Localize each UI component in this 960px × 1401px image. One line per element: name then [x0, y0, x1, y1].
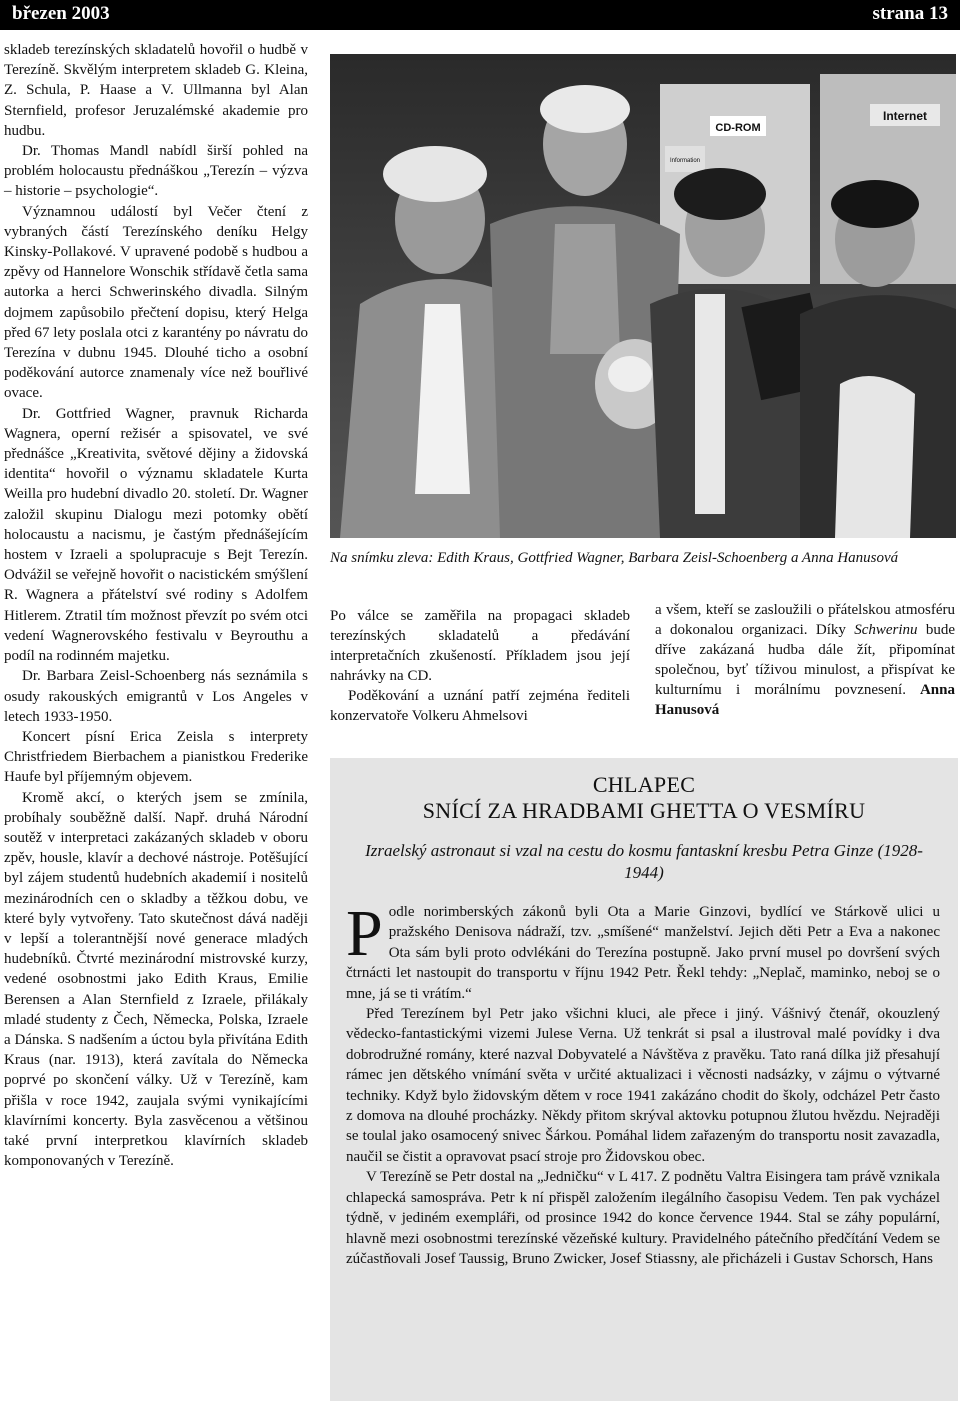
text-segment: a všem, kteří se zasloužili o přátelskou atmosféru a dokonalou organizaci. Díky	[655, 602, 955, 638]
paragraph: Dr. Gottfried Wagner, pravnuk Richarda Wagnera, operní režisér a spisovatel, ve své přednášce „Kreativita, světové dějiny a židovská identita“ hovořil o významu skladatele Kurta Weilla pro hudební divadlo 20. století. Dr. Wagner založil skupinu Dialogu mezi potomky obětí holocaustu a nacismu, je častým přednášejícím hostem v Izraeli a spolupracuje s Bejt Terezín. Odvážil se veřejně hovořit o nacistickém smýšlení R. Wagnera a přátelství své rodiny s Adolfem Hitlerem. Ztratil tím možnost převzít po svém otci vedení Wagnerovského festivalu v Beyrouthu a podíl na rodinném majetku.	[4, 405, 308, 665]
article-body	[346, 897, 940, 1269]
drop-cap: P	[346, 897, 383, 970]
paragraph: Po válce se zaměřila na propagaci skladeb terezínských skladatelů a předávání interpretačních zkušeností. Příkladem jsou její nahrávky na CD.	[330, 608, 630, 684]
paragraph: Poděkování a uznání patří zejména řediteli konzervatoře Volkeru Ahmelsovi	[330, 688, 630, 724]
paragraph: Dr. Thomas Mandl nabídl širší pohled na problém holocaustu přednáškou „Terezín – výzva – historie – psychologie“.	[4, 143, 308, 200]
paragraph	[655, 600, 955, 720]
text-segment: bude dříve zakázaná hudba dále žít, připomínat společnou, byť tíživou minulost, a přispívat ke kulturnímu i morálnímu povznesení.	[655, 622, 955, 698]
photo-caption: Na snímku zleva: Edith Kraus, Gottfried Wagner, Barbara Zeisl-Schoenberg a Anna Hanusová	[330, 550, 899, 566]
paragraph: Kromě akcí, o kterých jsem se zmínila, probíhaly souběžně další. Např. druhá Národní soutěž v interpretaci zakázaných skladeb v oboru zpěv, housle, klavír a dechové nástroje. Potěšující byl zájem studentů hudebních akademií i nositelů mezinárodních cen o skladby a těžkou dobu, ve které byly vytvořeny. Tato skutečnost dává naději v lepší a tolerantnější nové generace mladých hudebníků. Čtvrté mezinárodní mistrovské kurzy, vedené osobnostmi jako Edith Kraus, Emilie Berensen a Alan Sternfield z Izraele, přilákaly mladé studenty z Čech, Německa, Polska, Izraele a Dánska. S nadšením a úctou byla přivítána Edith Kraus (nar. 1913), která zavítala do Německa poprvé po skončení války. Už v Terezíně, kam přišla v roce 1942, zaujala svými vynikajícími klavírními koncerty. Byla zasvěcenou a většinou také první interpretkou klavírních skladeb komponovaných v Terezíně.	[4, 789, 308, 1170]
article-subtitle: Izraelský astronaut si vzal na cestu do kosmu fantaskní kresbu Petra Ginze (1928-1944)	[365, 841, 923, 882]
middle-column	[330, 606, 630, 726]
lead-paragraph	[346, 897, 940, 1004]
photo-illustration	[330, 54, 956, 538]
page-number: strana 13	[872, 3, 948, 24]
paragraph: V Terezíně se Petr dostal na „Jedničku“ v L 417. Z podnětu Valtra Eisingera tam právě vznikala chlapecká samospráva. Petr k ní přispěl založením ilegálního časopisu Vedem. Ten pak vycházel týdně, v jediném exempláři, od prosince 1942 do konce července 1944. Stal se záhy populární, hlavně mezi osobnostmi terezínské vězeňské kultury. Pravidelného pátečního předčítání Vedem se zúčastňovali Josef Taussig, Bruno Zwicker, Josef Stiassny, ale přicházeli i Gustav Schorsch, Hans	[346, 1169, 940, 1267]
group-photo	[330, 54, 956, 538]
page-header	[0, 0, 960, 30]
article-title-line-2: SNÍCÍ ZA HRADBAMI GHETTA O VESMÍRU	[422, 798, 866, 823]
lead-text: odle norimberských zákonů byli Ota a Marie Ginzovi, bydlící ve Stárkově ulici u pražského Denisova nádraží, tzv. „smíšené“ manželství. Jejich děti Petr a Eva a nakonec Ota sám byli proto odvlékáni do Terezína postupně. Jako první musel po dovršení svých čtrnácti let nastoupit do transportu v říjnu 1942 Petr. Řekl tehdy: „Neplač, maminko, neboj se o mne, já se ti vrátím.“	[346, 904, 940, 1002]
sign-internet: Internet	[882, 109, 928, 123]
sign-cd-rom: CD-ROM	[715, 122, 761, 134]
left-column	[4, 40, 308, 1171]
issue-date: březen 2003	[12, 3, 110, 24]
paragraph: Před Terezínem byl Petr jako všichni kluci, ale přece i jiný. Vášnivý čtenář, okouzlený vědecko-fantastickými vizemi Julese Verna. Už tenkrát si psal a ilustroval malé povídky i dva dobrodružné romány, které nazval Dobyvatelé a Návštěva z pravěku. Tato raná dílka již přesahují rámec jen dětského vnímání světa v určité aktualizaci i věcnosti nadsázky, v zájmu o výtvarné techniky. Když bylo židovským dětem v roce 1941 zakázáno chodit do školy, odcházel Petr často z domova na dlouhé procházky. Někdy přitom skrýval aktovku potupnou žlutou hvězdu. Nejraději se toulal jako osamocený snivec Šárkou. Pomáhal lidem zařazeným do transportu nosit zavazadla, naučil se čistit a opravovat psací stroje pro Židovskou obec.	[346, 1006, 940, 1165]
sign-information: Information	[669, 158, 701, 164]
right-column	[655, 600, 955, 720]
paragraph: Koncert písní Erica Zeisla s interprety Christfriedem Bierbachem a pianistkou Frederike Haufe byl příjemným objevem.	[4, 728, 308, 786]
article-box	[330, 758, 958, 1401]
paragraph: skladeb terezínských skladatelů hovořil o hudbě v Terezíně. Skvělým interpretem skladeb G. Kleina, Z. Schula, P. Haase a V. Ullmanna byl Alan Sternfield, profesor Jeruzalémské akademie pro hudbu.	[4, 42, 308, 139]
paragraph: Významnou událostí byl Večer čtení z vybraných částí Terezínského deníku Helgy Kinsky-Pollakové. V upravené podobě s hudbou a zpěvy od Hannelore Wonschik střídavě četla sama autorka a herci Schwerinského divadla. Silným dojmem zapůsobilo přečtení dopisu, který Helga před 67 lety poslala otci z karantény po návratu do Terezína v dubnu 1945. Dlouhé ticho a osobní poděkování autorce znamenaly více než bouřlivé ovace.	[4, 203, 308, 402]
article-title-line-1: CHLAPEC	[592, 772, 696, 797]
author-signature: Anna Hanusová	[655, 682, 955, 718]
paragraph: Dr. Barbara Zeisl-Schoenberg nás seznámila s osudy rakouských emigrantů v Los Angeles v letech 1933-1950.	[4, 668, 308, 725]
italic-text: Schwerinu	[854, 622, 918, 638]
